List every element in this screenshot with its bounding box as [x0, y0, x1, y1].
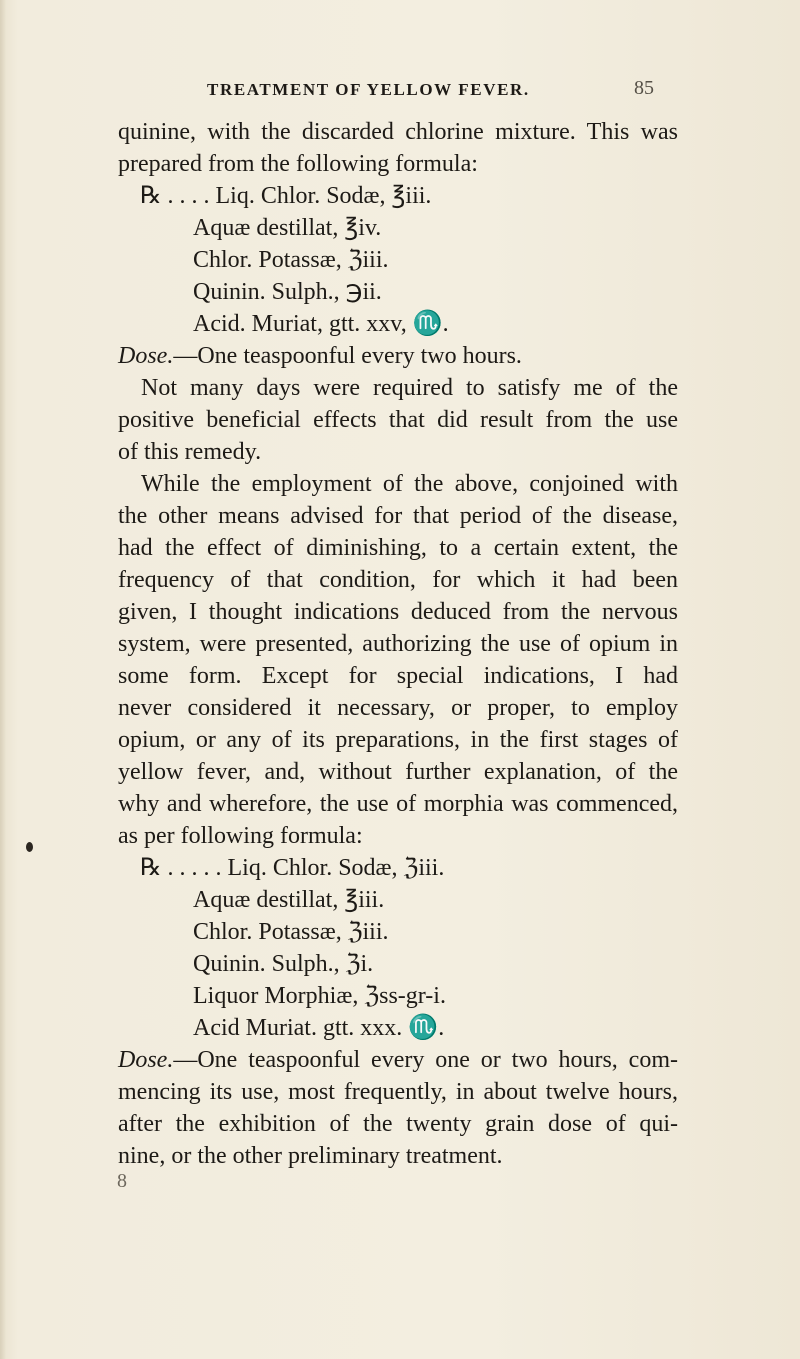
text-line: positive beneficial effects that did result from the use	[118, 407, 678, 433]
formula-line: Quinin. Sulph., ℨi.	[193, 951, 374, 977]
text-line: opium, or any of its preparations, in the first stages of	[118, 727, 678, 753]
formula-line: Acid Muriat. gtt. xxx. ♏.	[193, 1015, 445, 1041]
dose-text: —One teaspoonful every two hours.	[173, 343, 522, 369]
page-number: 85	[634, 77, 654, 99]
text-line: While the employment of the above, conjoined with	[141, 471, 678, 497]
text-line: Not many days were required to satisfy me of the	[141, 375, 678, 401]
text-line: of this remedy.	[118, 439, 262, 465]
formula-line: Liquor Morphiæ, ℨss-gr-i.	[193, 983, 446, 1009]
text-line: why and wherefore, the use of morphia was commenced,	[118, 791, 678, 817]
formula-line: Chlor. Potassæ, ℨiii.	[193, 919, 389, 945]
dose-line	[118, 1044, 678, 1076]
text-line: some form. Except for special indications, I had	[118, 663, 678, 689]
running-head: TREATMENT OF YELLOW FEVER.	[207, 80, 530, 99]
text-line: quinine, with the discarded chlorine mixture. This was	[118, 119, 678, 145]
text-line: system, were presented, authorizing the use of opium in	[118, 631, 678, 657]
formula-line: ℞ . . . . Liq. Chlor. Sodæ, ℥iii.	[140, 183, 432, 209]
text-line: nine, or the other preliminary treatment.	[118, 1143, 503, 1169]
text-line: yellow fever, and, without further explanation, of the	[118, 759, 678, 785]
text-line: never considered it necessary, or proper, to employ	[118, 695, 678, 721]
formula-line: Aquæ destillat, ℥iv.	[193, 215, 382, 241]
signature-mark: 8	[117, 1170, 127, 1192]
formula-line: Chlor. Potassæ, ℨiii.	[193, 247, 389, 273]
dose-text: —One teaspoonful every one or two hours, com-	[173, 1047, 678, 1073]
ink-spot	[26, 842, 33, 852]
dose-label: Dose.	[118, 343, 174, 369]
formula-line: Quinin. Sulph., ℈ii.	[193, 279, 382, 305]
text-line: the other means advised for that period of the disease,	[118, 503, 678, 529]
text-line: as per following formula:	[118, 823, 363, 849]
text-line: had the effect of diminishing, to a certain extent, the	[118, 535, 678, 561]
text-line: after the exhibition of the twenty grain dose of qui-	[118, 1111, 678, 1137]
page-gutter-shadow	[0, 0, 6, 1359]
page-header	[0, 77, 800, 110]
dose-line	[118, 340, 522, 372]
formula-line: ℞ . . . . . Liq. Chlor. Sodæ, ℨiii.	[140, 855, 445, 881]
text-line: mencing its use, most frequently, in about twelve hours,	[118, 1079, 678, 1105]
dose-label: Dose.	[118, 1047, 174, 1073]
text-line: given, I thought indications deduced from the nervous	[118, 599, 678, 625]
formula-line: Acid. Muriat, gtt. xxv, ♏.	[193, 311, 449, 337]
text-line: prepared from the following formula:	[118, 151, 478, 177]
text-line: frequency of that condition, for which it had been	[118, 567, 678, 593]
formula-line: Aquæ destillat, ℥iii.	[193, 887, 385, 913]
